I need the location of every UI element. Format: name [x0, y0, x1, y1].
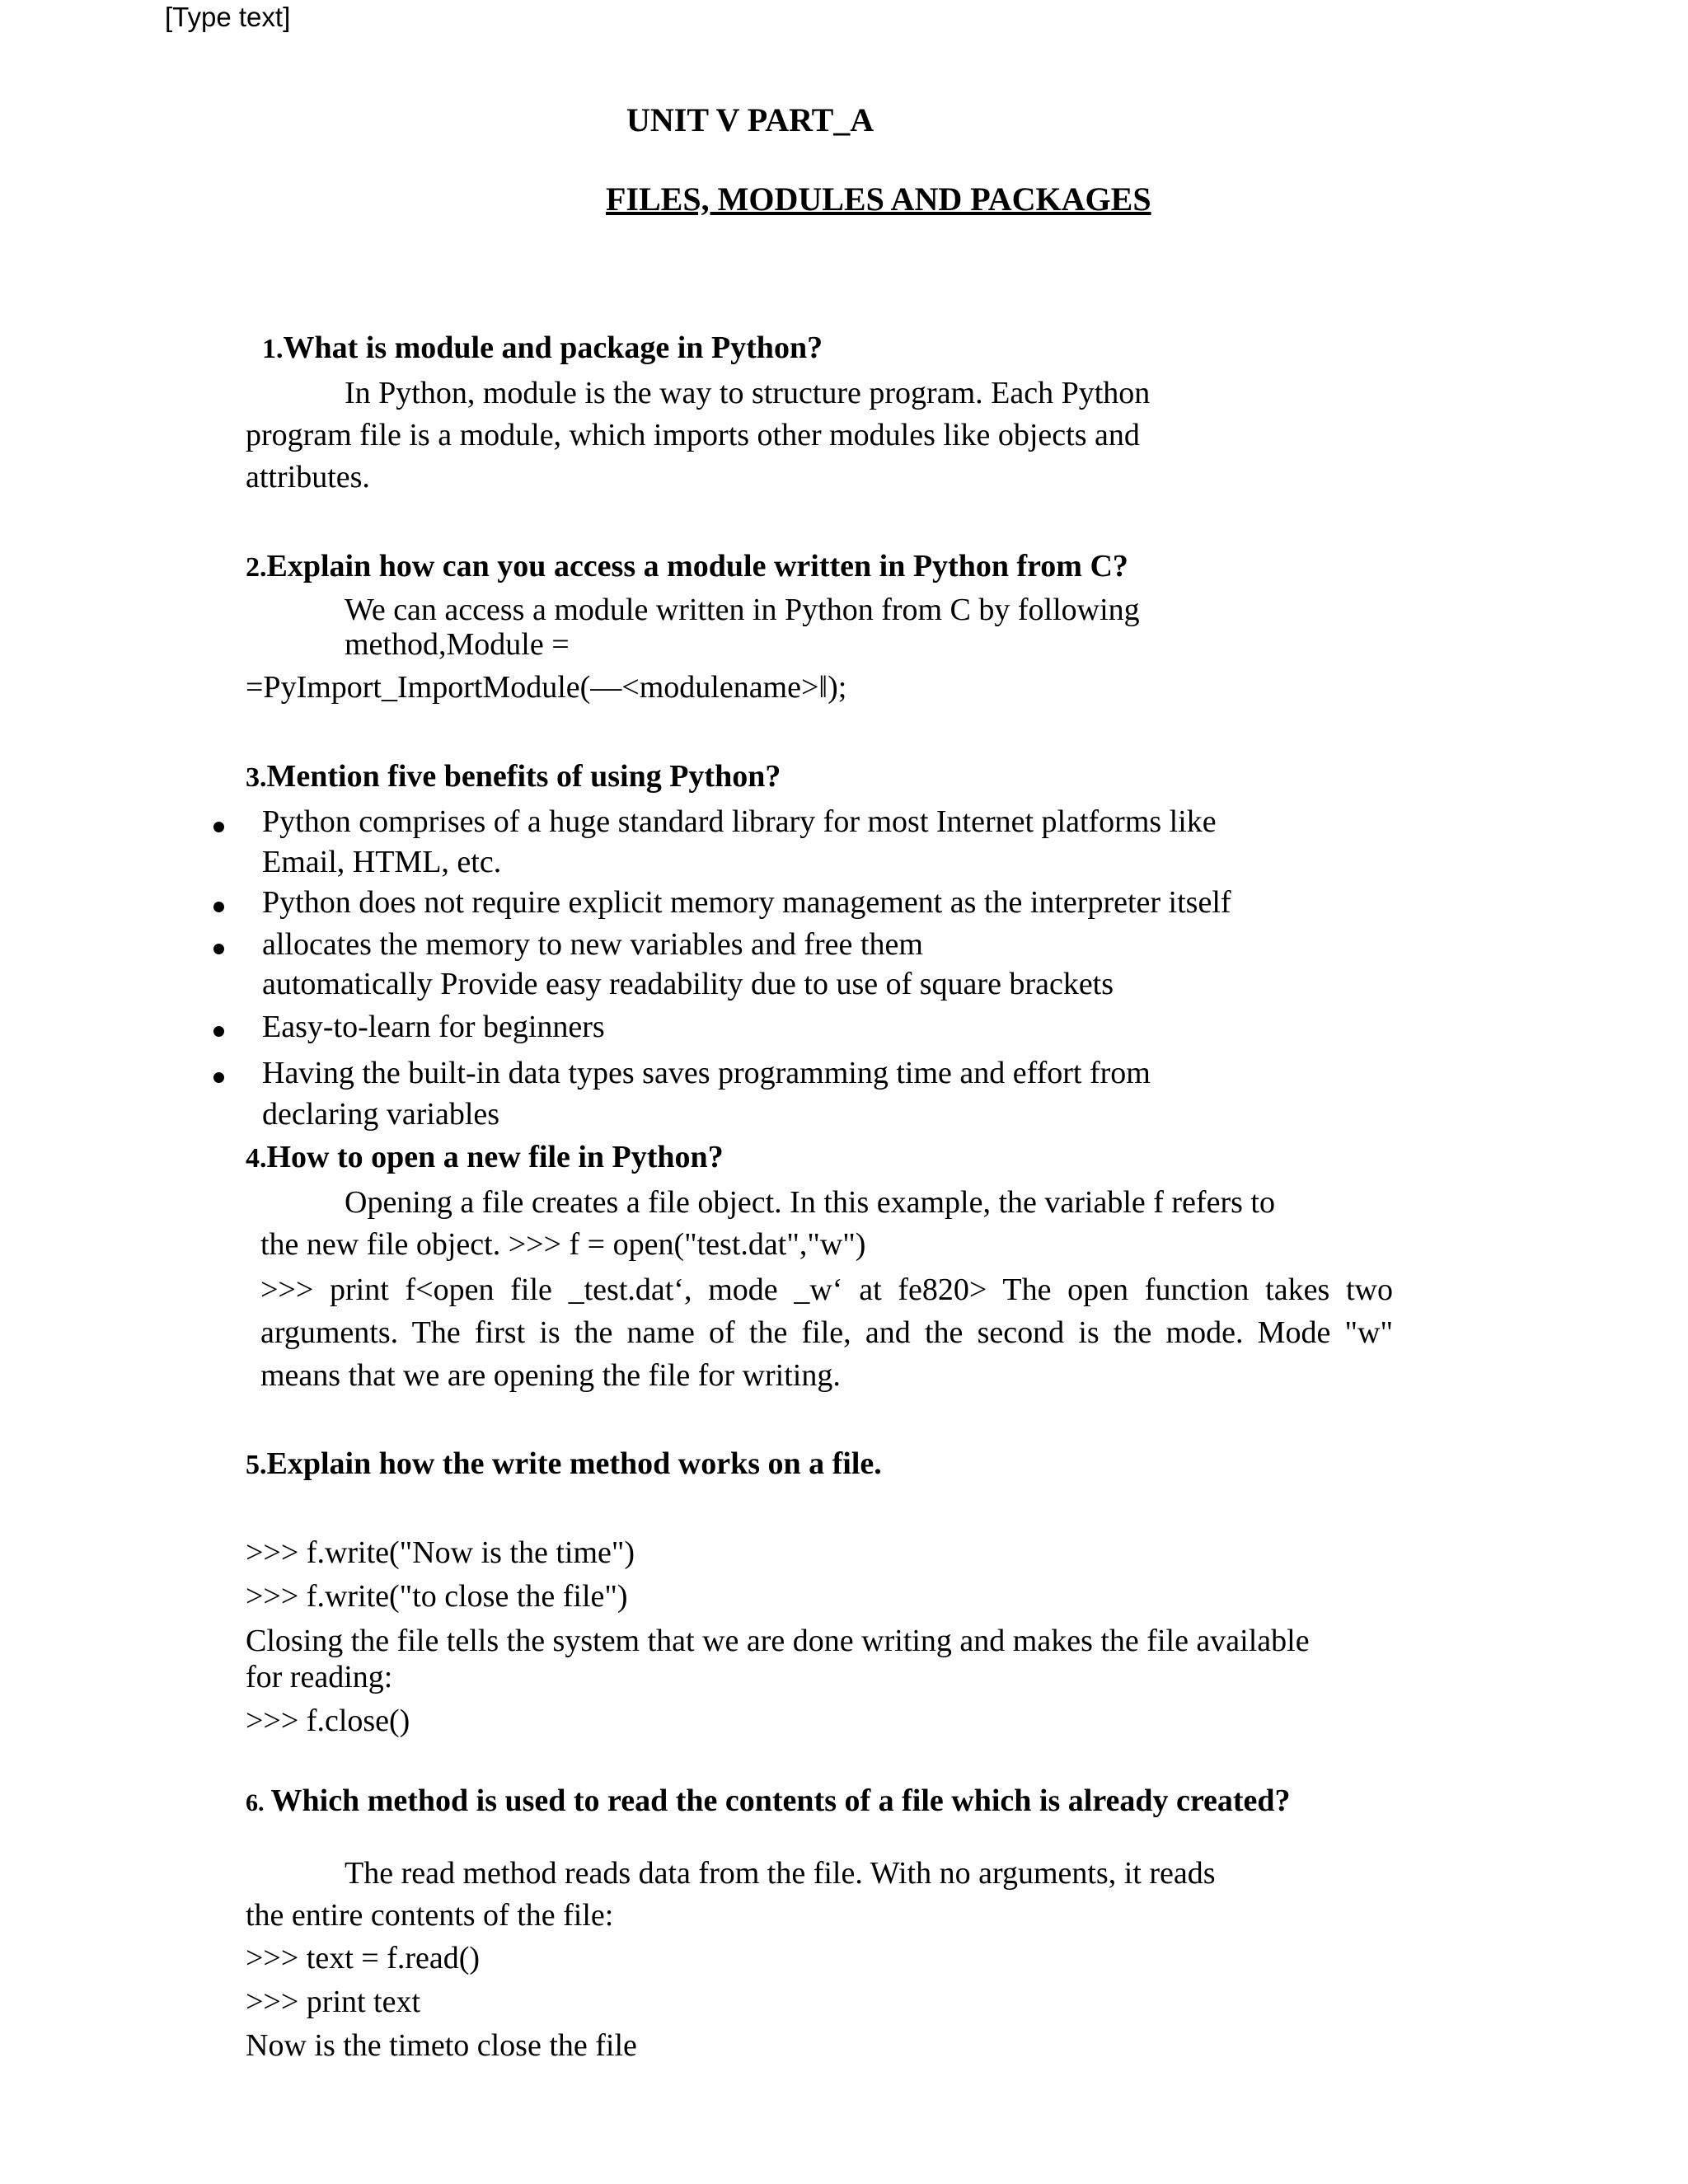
question-2 — [246, 548, 1128, 584]
page-header: [Type text] — [165, 2, 291, 32]
answer-5-line-3: Closing the file tells the system that we are done writing and makes the file available — [246, 1624, 1310, 1658]
answer-1-line-1: In Python, module is the way to structure program. Each Python — [345, 376, 1151, 410]
benefit-line-1: Python comprises of a huge standard library for most Internet platforms like — [262, 804, 1217, 839]
question-number: 2. — [246, 552, 267, 583]
question-text: Explain how the write method works on a file. — [266, 1446, 882, 1481]
answer-5-line-1: >>> f.write("Now is the time") — [246, 1535, 635, 1570]
answer-2-line-1: We can access a module written in Python from C by following — [345, 593, 1140, 627]
answer-4-line-3: >>> print f<open file _test.dat‘, mode _w‘ at fe820> The open function takes two — [260, 1272, 1393, 1307]
benefit-line-6: Easy-to-learn for beginners — [262, 1010, 605, 1044]
answer-6-line-2: the entire contents of the file: — [246, 1898, 614, 1933]
question-text: Explain how can you access a module written in Python from C? — [266, 549, 1128, 583]
question-text: Mention five benefits of using Python? — [266, 759, 781, 794]
answer-4-line-1: Opening a file creates a file object. In this example, the variable f refers to — [345, 1185, 1275, 1220]
bullet-icon — [213, 944, 224, 954]
benefit-line-4: allocates the memory to new variables and free them — [262, 927, 923, 962]
question-number: 1. — [262, 334, 284, 364]
question-1 — [262, 330, 823, 366]
answer-6-line-4: >>> print text — [246, 1985, 421, 2019]
question-text: What is module and package in Python? — [283, 330, 823, 365]
answer-1-line-2: program file is a module, which imports other modules like objects and — [246, 418, 1140, 452]
answer-5-line-5: >>> f.close() — [246, 1704, 410, 1738]
bullet-icon — [213, 1072, 224, 1083]
question-5 — [246, 1446, 882, 1482]
topic-title: FILES, MODULES AND PACKAGES — [606, 180, 1151, 218]
benefit-line-7: Having the built-in data types saves programming time and effort from — [262, 1056, 1151, 1090]
answer-4-line-4: arguments. The first is the name of the file, and the second is the mode. Mode "w" — [260, 1315, 1393, 1350]
benefit-line-3: Python does not require explicit memory management as the interpreter itself — [262, 885, 1231, 920]
answer-5-line-4: for reading: — [246, 1660, 393, 1694]
answer-6-line-3: >>> text = f.read() — [246, 1941, 481, 1975]
answer-2-line-3: =PyImport_ImportModule(―<modulename>‖); — [246, 670, 847, 705]
question-number: 3. — [246, 762, 267, 793]
benefit-line-8: declaring variables — [262, 1097, 500, 1132]
question-text: Which method is used to read the contents of a file which is already created? — [270, 1783, 1291, 1818]
question-3 — [246, 758, 781, 794]
question-4 — [246, 1139, 724, 1175]
bullet-icon — [213, 1026, 224, 1037]
answer-5-line-2: >>> f.write("to close the file") — [246, 1579, 628, 1614]
bullet-icon — [213, 822, 224, 832]
question-number: 5. — [246, 1450, 267, 1480]
question-text: How to open a new file in Python? — [266, 1140, 724, 1174]
question-number: 4. — [246, 1143, 267, 1174]
bullet-icon — [213, 902, 224, 912]
benefit-line-5: automatically Provide easy readability due to use of square brackets — [262, 967, 1114, 1001]
answer-2-line-2: method,Module = — [345, 627, 570, 662]
answer-1-line-3: attributes. — [246, 460, 370, 494]
question-6 — [246, 1783, 1291, 1819]
answer-6-line-5: Now is the timeto close the file — [246, 2028, 637, 2063]
question-number: 6. — [246, 1789, 265, 1816]
benefit-line-2: Email, HTML, etc. — [262, 845, 502, 879]
unit-title: UNIT V PART_A — [626, 101, 874, 138]
answer-4-line-5: means that we are opening the file for writing. — [260, 1358, 841, 1393]
answer-4-line-2: the new file object. >>> f = open("test.dat","w") — [260, 1227, 866, 1262]
answer-6-line-1: The read method reads data from the file. With no arguments, it reads — [345, 1856, 1216, 1891]
